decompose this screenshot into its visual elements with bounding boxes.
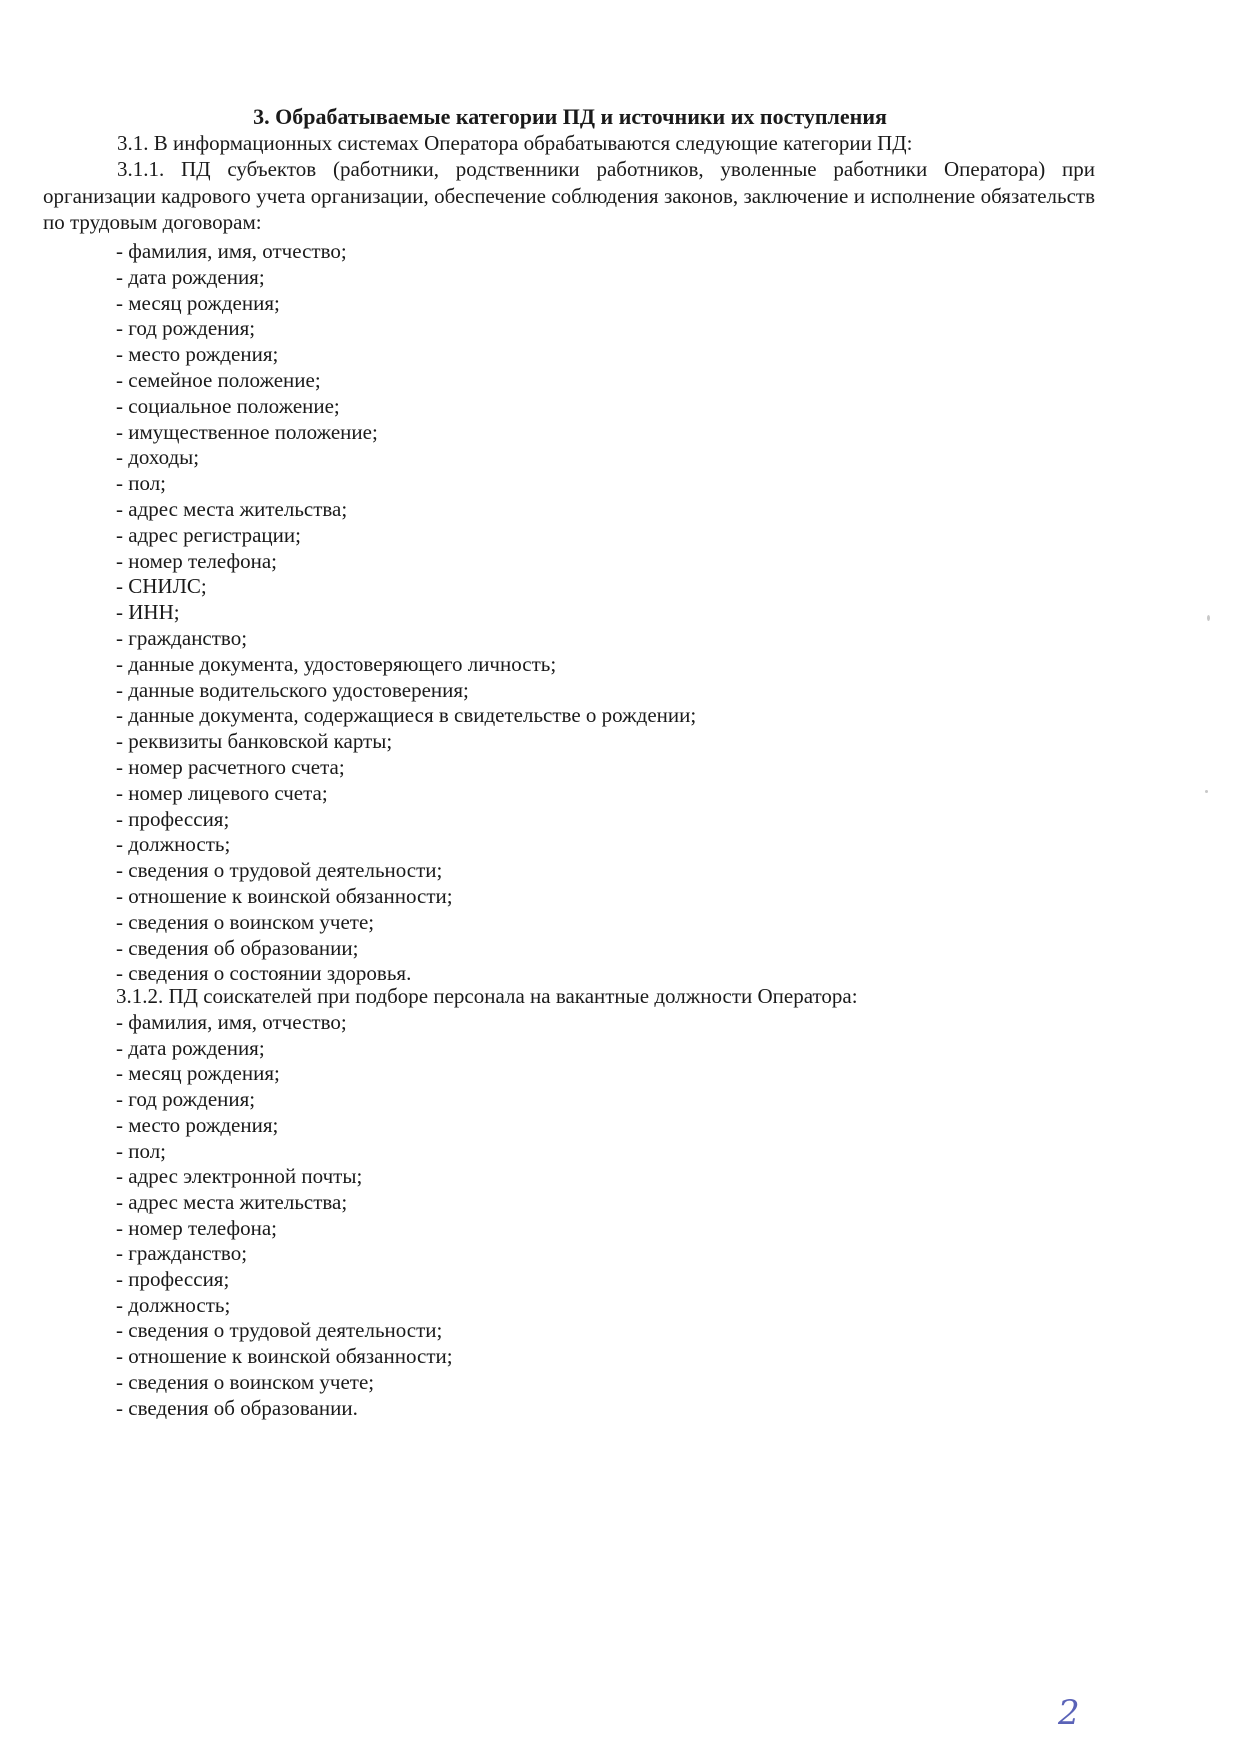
list-item: - номер телефона; [116, 548, 277, 573]
list-item: - должность; [116, 832, 231, 857]
list-item: - номер телефона; [116, 1215, 277, 1240]
list-item: - сведения об образовании; [116, 935, 359, 960]
list-item: - имущественное положение; [116, 419, 378, 444]
list-item: - сведения о состоянии здоровья. [116, 961, 412, 986]
list-item: - год рождения; [116, 316, 256, 341]
list-item: - доходы; [116, 445, 200, 470]
list-item: - социальное положение; [116, 393, 340, 418]
list-item: - пол; [116, 1138, 167, 1163]
paragraph-3-1-2: 3.1.2. ПД соискателей при подборе персонала на вакантные должности Оператора: [116, 984, 858, 1008]
list-item: - данные водительского удостоверения; [116, 677, 469, 702]
list-item: - отношение к воинской обязанности; [116, 884, 453, 908]
list-item: - гражданство; [116, 626, 248, 650]
scan-speck [1207, 615, 1210, 621]
list-item: - адрес места жительства; [116, 1189, 348, 1214]
list-item: - гражданство; [116, 1241, 248, 1266]
section-heading: 3. Обрабатываемые категории ПД и источники их поступления [253, 104, 887, 129]
list-item: - фамилия, имя, отчество; [116, 239, 347, 263]
list-item: - дата рождения; [116, 264, 265, 289]
list-item: - семейное положение; [116, 368, 321, 392]
list-item: - сведения о трудовой деятельности; [116, 1318, 443, 1343]
paragraph-3-1-1: 3.1.1. ПД субъектов (работники, родственники работников, уволенные работники Оператора) при организации кадрового учета организации, обеспечение соблюдения законов, заключение и исполнение обязательств по трудовым договорам: [43, 157, 1095, 234]
list-item: - ИНН; [116, 600, 180, 625]
list-item: - адрес места жительства; [116, 497, 348, 521]
list-item: - сведения о воинском учете; [116, 909, 375, 934]
list-item: - реквизиты банковской карты; [116, 729, 393, 754]
list-item: - месяц рождения; [116, 1061, 280, 1086]
page-number: 2 [1058, 1693, 1080, 1733]
list-item: - отношение к воинской обязанности; [116, 1344, 453, 1369]
list-item: - адрес регистрации; [116, 522, 301, 547]
list-item: - номер расчетного счета; [116, 755, 345, 779]
list-item: - место рождения; [116, 342, 279, 367]
list-item: - данные документа, содержащиеся в свидетельстве о рождении; [116, 703, 697, 728]
list-item: - дата рождения; [116, 1035, 265, 1060]
list-item: - сведения о воинском учете; [116, 1369, 375, 1394]
list-item: - год рождения; [116, 1087, 256, 1112]
list-item: - сведения об образовании. [116, 1395, 358, 1420]
list-item: - должность; [116, 1292, 231, 1317]
list-item: - профессия; [116, 806, 230, 831]
list-item: - СНИЛС; [116, 574, 207, 599]
scan-speck [1205, 790, 1208, 793]
list-item: - профессия; [116, 1267, 230, 1291]
list-item: - номер лицевого счета; [116, 780, 328, 805]
list-item: - данные документа, удостоверяющего личность; [116, 651, 557, 676]
list-item: - место рождения; [116, 1112, 279, 1137]
list-item: - пол; [116, 471, 167, 496]
list-item: - фамилия, имя, отчество; [116, 1010, 347, 1034]
intro-3-1: 3.1. В информационных системах Оператора обрабатываются следующие категории ПД: [117, 131, 913, 155]
list-item: - сведения о трудовой деятельности; [116, 858, 443, 883]
list-item: - месяц рождения; [116, 290, 280, 315]
list-item: - адрес электронной почты; [116, 1164, 363, 1189]
